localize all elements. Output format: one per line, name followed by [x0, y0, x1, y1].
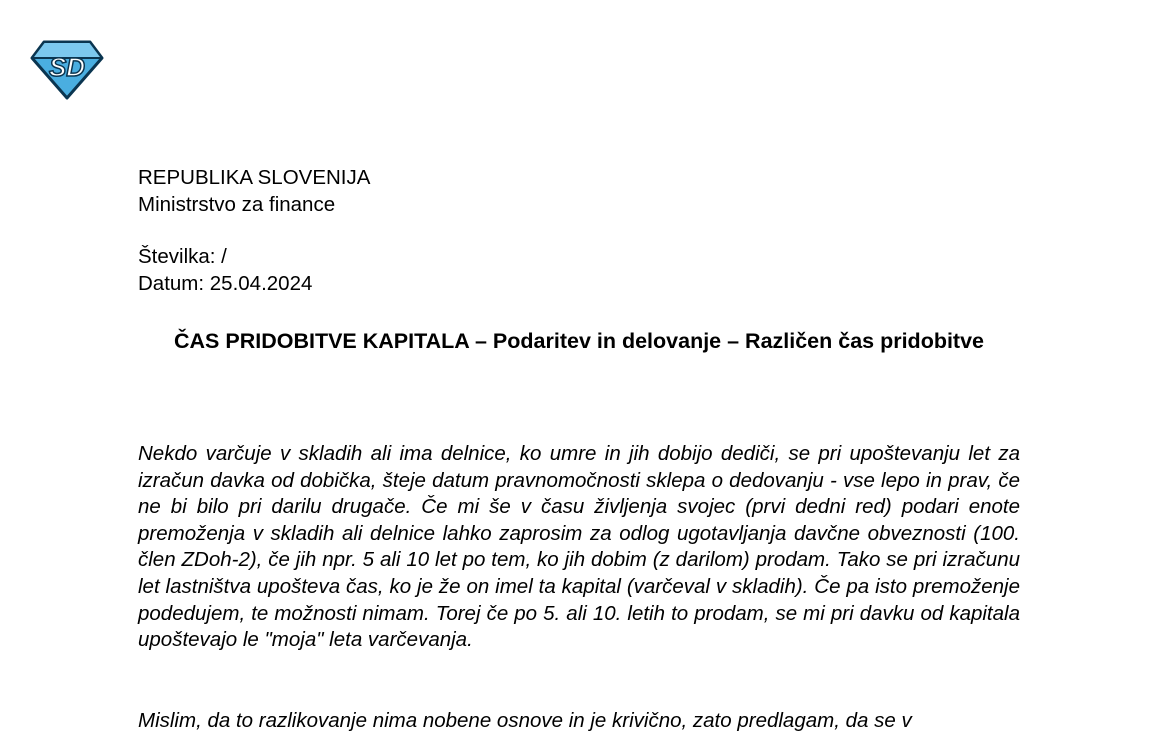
- number-line: Številka: /: [138, 245, 227, 268]
- body-paragraph: Nekdo varčuje v skladih ali ima delnice, ko umre in jih dobijo dediči, se pri upoštevanju let za izračun davka od dobička, šteje datum pravnomočnosti sklepa o dedovanju - vse lepo in prav, če ne bi bilo pri darilu drugače. Če mi še v času življenja svojec (prvi dedni red) podari enote premoženja v skladih ali delnice lahko zaprosim za odlog ugotavljanja davčne obveznosti (100. člen ZDoh-2), če jih npr. 5 ali 10 let po tem, ko jih dobim (z darilom) prodam. Tako se pri izračunu let lastništva upošteva čas, ko je že on imel ta kapital (varčeval v skladih). Če pa isto premoženje podedujem, te možnosti nimam. Torej če po 5. ali 10. letih to prodam, se mi pri davku od kapitala upoštevajo le "moja" leta varčevanja.: [138, 442, 1020, 652]
- spacer: [138, 218, 370, 244]
- date-line: Datum: 25.04.2024: [138, 271, 313, 295]
- sd-logo: [30, 40, 104, 100]
- sd-diamond-logo-icon: [30, 40, 104, 100]
- document-header: [138, 165, 370, 297]
- logo-text: SD: [48, 52, 86, 82]
- republic-line: REPUBLIKA SLOVENIJA: [138, 166, 371, 189]
- ministry-line: Ministrstvo za finance: [138, 192, 336, 216]
- body-paragraph: Mislim, da to razlikovanje nima nobene osnove in je krivično, zato predlagam, da se v: [138, 709, 912, 732]
- document-title: ČAS PRIDOBITVE KAPITALA – Podaritev in delovanje – Različen čas pridobitve: [173, 329, 985, 353]
